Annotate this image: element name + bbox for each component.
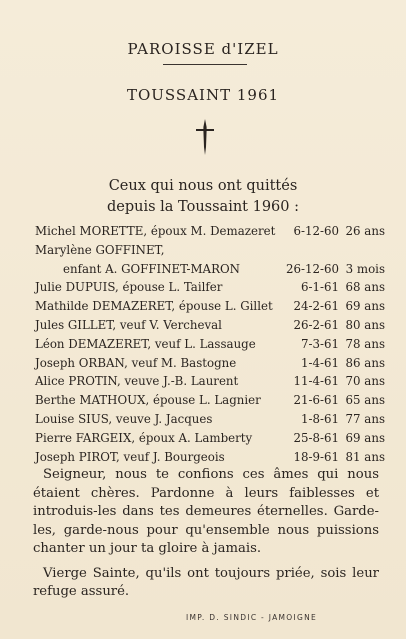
age-at-death: 80 ans (345, 317, 385, 332)
intro-line-1: Ceux qui nous ont quittés (108, 178, 298, 194)
death-date: 1-4-61 (301, 355, 339, 370)
cross-icon (193, 118, 217, 156)
deceased-name: Joseph ORBAN, veuf M. Bastogne (35, 355, 237, 370)
list-item (35, 448, 385, 467)
printer-credit: IMP. D. SINDIC - JAMOIGNE (186, 613, 318, 622)
death-date: 25-8-61 (293, 430, 339, 445)
death-date: 24-2-61 (293, 299, 339, 314)
deceased-list (35, 222, 385, 466)
list-item (35, 391, 385, 410)
death-date: 1-8-61 (301, 411, 339, 426)
list-item (35, 222, 385, 241)
deceased-name: Mathilde DEMAZERET, épouse L. Gillet (35, 299, 273, 314)
list-item (35, 278, 385, 297)
death-date: 21-6-61 (293, 393, 339, 408)
death-date: 11-4-61 (293, 374, 339, 389)
deceased-name: Berthe MATHOUX, épouse L. Lagnier (35, 393, 261, 408)
age-at-death: 70 ans (345, 374, 385, 389)
death-date: 6-12-60 (293, 224, 339, 238)
age-at-death: 68 ans (345, 280, 385, 295)
parish-title: PAROISSE d'IZEL (127, 40, 279, 58)
deceased-name: Joseph PIROT, veuf J. Bourgeois (35, 449, 225, 464)
intro-text (0, 176, 406, 218)
deceased-name: Louise SIUS, veuve J. Jacques (35, 411, 213, 426)
list-item (35, 260, 385, 279)
death-date: 7-3-61 (301, 336, 339, 351)
deceased-name: Julie DUPUIS, épouse L. Tailfer (35, 280, 223, 295)
list-item (35, 354, 385, 373)
list-item (35, 410, 385, 429)
deceased-name: Léon DEMAZERET, veuf L. Lassauge (35, 336, 256, 351)
deceased-name: Michel MORETTE, époux M. Demazeret (35, 224, 276, 238)
deceased-name: Marylène GOFFINET, (35, 242, 165, 257)
list-item (35, 316, 385, 335)
list-item (35, 297, 385, 316)
title-divider (163, 64, 247, 65)
age-at-death: 65 ans (345, 393, 385, 408)
age-at-death: 78 ans (345, 336, 385, 351)
prayer-paragraph-2: Vierge Sainte, qu'ils ont toujours priée, sois leur refuge assuré. (33, 565, 379, 599)
age-at-death: 69 ans (345, 299, 385, 314)
death-date: 18-9-61 (293, 449, 339, 464)
death-date: 26-2-61 (293, 317, 339, 332)
age-at-death: 86 ans (345, 355, 385, 370)
age-at-death: 81 ans (345, 449, 385, 464)
list-item (35, 429, 385, 448)
list-item (35, 335, 385, 354)
prayer-text (33, 466, 379, 602)
age-at-death: 3 mois (345, 261, 385, 276)
list-item (35, 241, 385, 260)
death-date: 26-12-60 (285, 261, 339, 276)
deceased-name: Jules GILLET, veuf V. Vercheval (35, 317, 222, 332)
deceased-name-continued: enfant A. GOFFINET-MARON (63, 261, 240, 276)
intro-line-2: depuis la Toussaint 1960 : (106, 199, 299, 215)
age-at-death: 26 ans (345, 224, 385, 238)
death-date: 6-1-61 (301, 280, 339, 295)
deceased-name: Pierre FARGEIX, époux A. Lamberty (35, 430, 253, 445)
age-at-death: 69 ans (345, 430, 385, 445)
feast-title: TOUSSAINT 1961 (126, 86, 280, 104)
prayer-paragraph-1: Seigneur, nous te confions ces âmes qui nous étaient chères. Pardonne à leurs faiblesses et introduis-les dans tes demeures éternelles. Garde-les, garde-nous pour qu'ensemble nous puissions chanter un jour ta gloire à jamais. (33, 467, 379, 556)
list-item (35, 372, 385, 391)
deceased-name: Alice PROTIN, veuve J.-B. Laurent (35, 374, 239, 389)
age-at-death: 77 ans (345, 411, 385, 426)
